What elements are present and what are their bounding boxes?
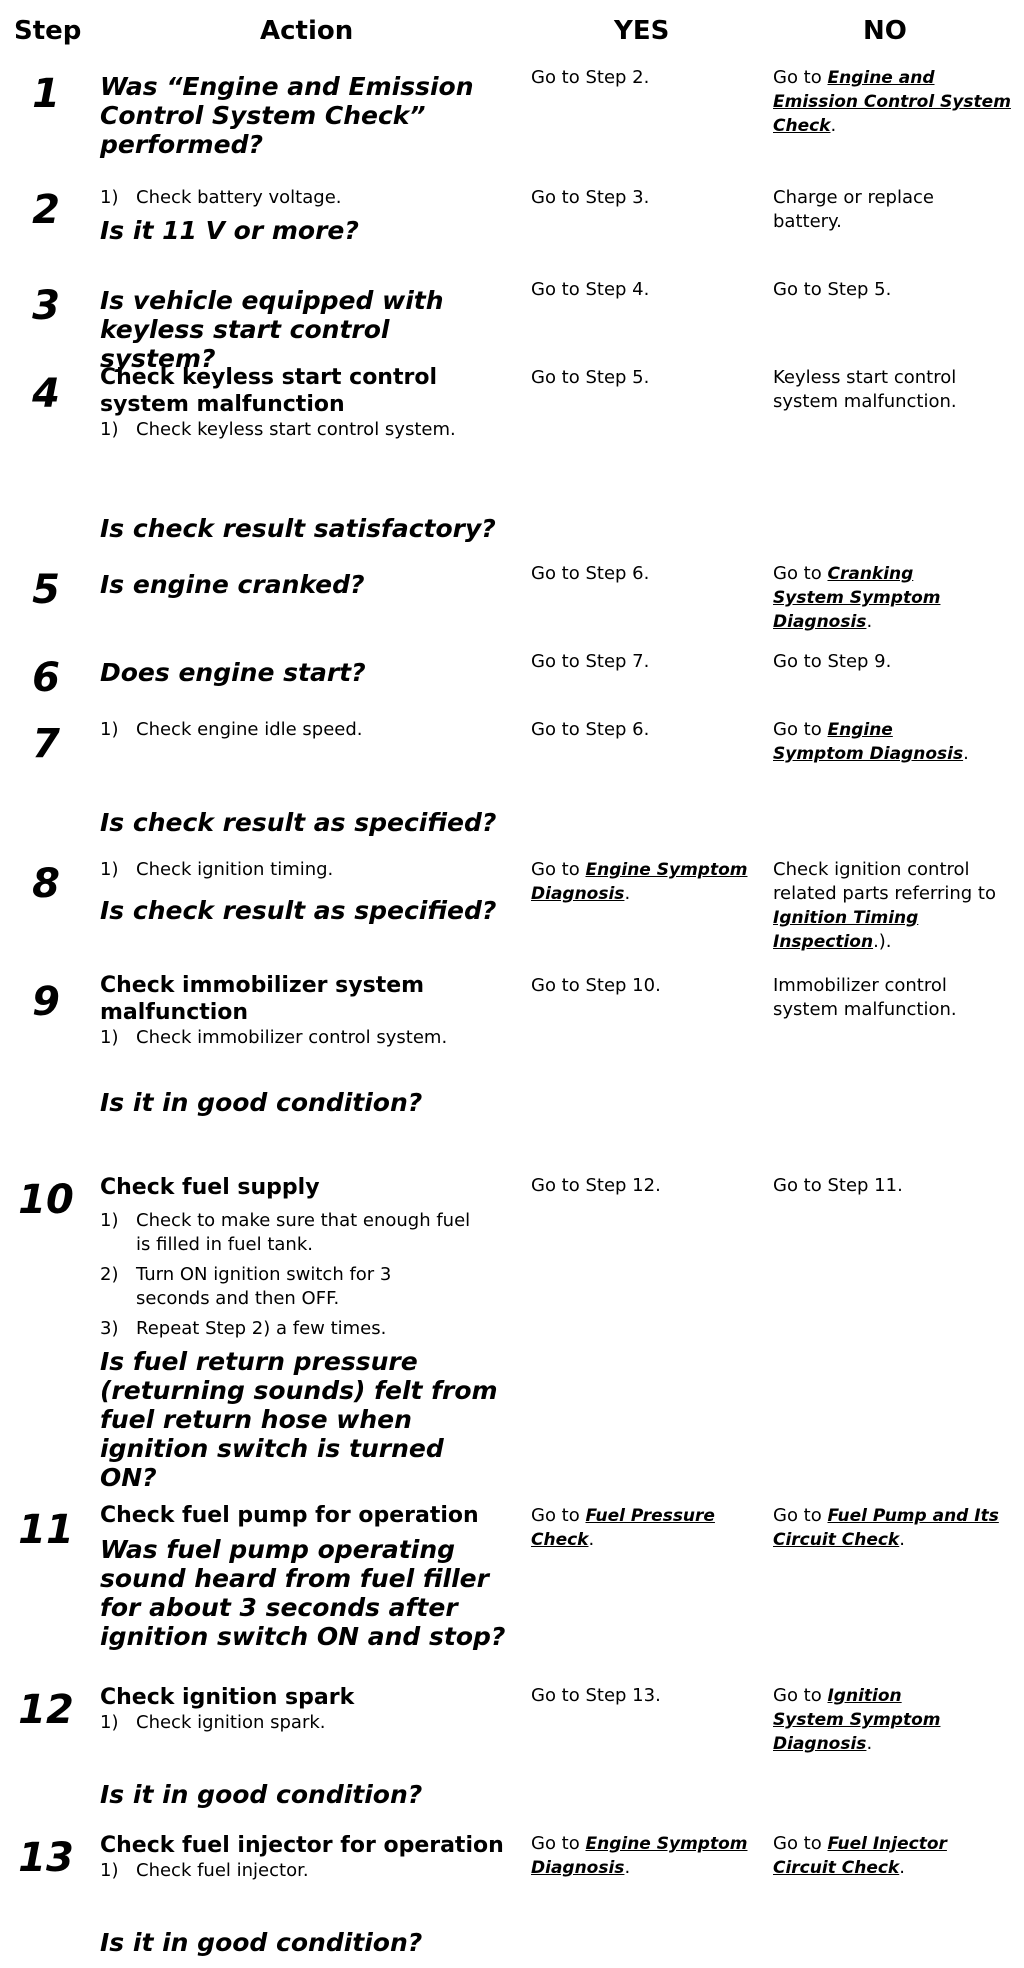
step-number: 11 [18,1507,74,1553]
link-fuel-pump-circuit-check[interactable]: Fuel Pump and Its Circuit Check [773,1506,999,1550]
link-fuel-pressure-check[interactable]: Fuel Pressure Check [531,1506,715,1550]
list-item: 1) Check ignition timing. [100,859,334,880]
step-question: Is check result as specified? [100,808,497,837]
no-action: Keyless start control system malfunction. [773,367,957,412]
no-action: Go to Cranking System Symptom Diagnosis. [773,563,941,632]
no-action: Go to Step 11. [773,1175,903,1196]
list-item: 1) Check battery voltage. [100,187,342,208]
step-question: Does engine start? [100,658,366,687]
yes-action: Go to Step 5. [531,367,650,388]
yes-action: Go to Step 7. [531,651,650,672]
step-number: 8 [32,861,60,907]
step-number: 13 [18,1835,74,1881]
yes-action: Go to Step 3. [531,187,650,208]
header-yes: YES [614,16,670,46]
link-cranking-diagnosis[interactable]: Cranking System Symptom Diagnosis [773,564,941,632]
step-question: Is it in good condition? [100,1780,423,1809]
link-engine-symptom-diagnosis[interactable]: Engine Symptom Diagnosis [773,720,964,764]
step-number: 4 [32,371,60,417]
link-ignition-timing-inspection[interactable]: Ignition Timing Inspection [773,908,919,952]
yes-action: Go to Engine Symptom Diagnosis. [531,1833,748,1878]
yes-action: Go to Engine Symptom Diagnosis. [531,859,748,904]
step-number: 12 [18,1687,74,1733]
step-number: 10 [18,1177,74,1223]
step-question: Is it 11 V or more? [100,216,359,245]
list-item: 1) Check immobilizer control system. [100,1027,448,1048]
step-title: Check ignition spark [100,1685,355,1710]
header-action: Action [260,16,354,46]
yes-action: Go to Step 10. [531,975,661,996]
step-number: 6 [32,655,60,701]
link-ignition-system-diagnosis[interactable]: Ignition System Symptom Diagnosis [773,1686,941,1754]
link-engine-emission-check[interactable]: Engine and Emission Control System Check [773,68,1011,136]
step-title: Check fuel pump for operation [100,1503,479,1528]
step-title: Check fuel supply [100,1175,320,1200]
step-number: 5 [32,567,60,613]
list-item: 1) Check keyless start control system. [100,419,456,440]
step-number: 9 [32,979,60,1025]
yes-action: Go to Step 2. [531,67,650,88]
list-item: 3) Repeat Step 2) a few times. [100,1318,387,1339]
step-number: 1 [32,71,60,117]
list-item: 1) Check fuel injector. [100,1860,309,1881]
list-item: 2) Turn ON ignition switch for 3 seconds and then OFF. [100,1264,392,1309]
step-title: Check fuel injector for operation [100,1833,504,1858]
yes-action: Go to Step 6. [531,719,650,740]
step-question: Was “Engine and Emission Control System Check” performed? [100,72,474,159]
header-no: NO [863,16,907,46]
step-question: Was fuel pump operating sound heard from fuel filler for about 3 seconds after ignition switch ON and stop? [100,1535,506,1651]
no-action: Go to Engine and Emission Control System Check. [773,67,1011,136]
step-number: 2 [32,187,60,233]
link-fuel-injector-circuit-check[interactable]: Fuel Injector Circuit Check [773,1834,947,1878]
step-question: Is fuel return pressure (returning sounds) felt from fuel return hose when ignition switch is turned ON? [100,1347,498,1492]
yes-action: Go to Step 6. [531,563,650,584]
no-action: Go to Step 9. [773,651,892,672]
no-action: Go to Step 5. [773,279,892,300]
no-action: Check ignition control related parts referring to Ignition Timing Inspection.). [773,859,997,952]
step-question: Is it in good condition? [100,1928,423,1957]
header-step: Step [14,16,82,46]
no-action: Go to Fuel Pump and Its Circuit Check. [773,1505,999,1550]
step-question: Is check result satisfactory? [100,514,496,543]
list-item: 1) Check ignition spark. [100,1712,326,1733]
no-action: Go to Ignition System Symptom Diagnosis. [773,1685,941,1754]
link-engine-symptom-diagnosis[interactable]: Engine Symptom Diagnosis [531,860,748,904]
step-question: Is vehicle equipped with keyless start control system? [100,286,444,373]
yes-action: Go to Step 12. [531,1175,661,1196]
yes-action: Go to Step 13. [531,1685,661,1706]
step-title: Check keyless start control system malfunction [100,365,437,417]
no-action: Immobilizer control system malfunction. [773,975,957,1020]
step-number: 7 [32,721,60,767]
no-action: Go to Engine Symptom Diagnosis. [773,719,969,764]
step-question: Is check result as specified? [100,896,497,925]
yes-action: Go to Fuel Pressure Check. [531,1505,715,1550]
step-question: Is it in good condition? [100,1088,423,1117]
list-item: 1) Check engine idle speed. [100,719,363,740]
list-item: 1) Check to make sure that enough fuel is filled in fuel tank. [100,1210,471,1255]
step-number: 3 [32,283,60,329]
link-engine-symptom-diagnosis[interactable]: Engine Symptom Diagnosis [531,1834,748,1878]
step-title: Check immobilizer system malfunction [100,973,425,1025]
yes-action: Go to Step 4. [531,279,650,300]
no-action: Charge or replace battery. [773,187,934,232]
no-action: Go to Fuel Injector Circuit Check. [773,1833,947,1878]
step-question: Is engine cranked? [100,570,365,599]
